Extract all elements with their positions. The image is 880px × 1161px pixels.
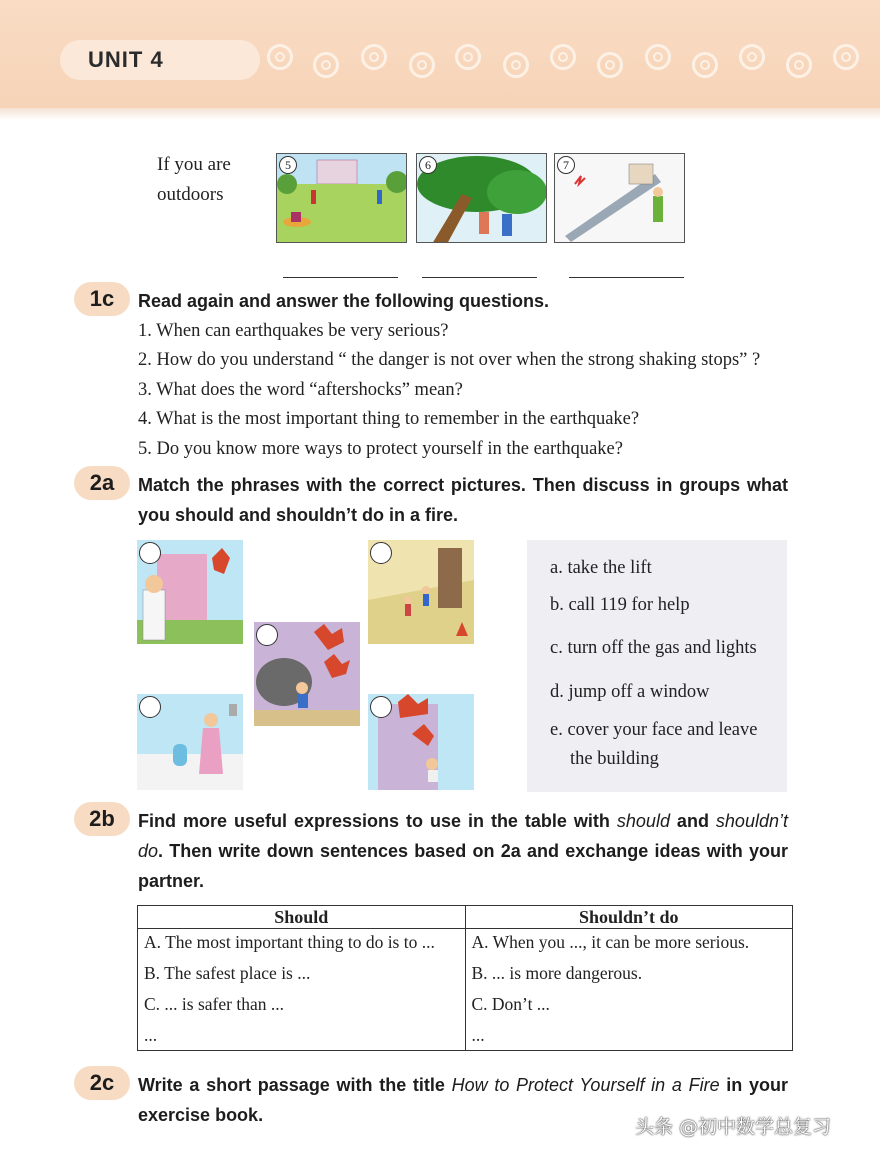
table-header-row — [138, 906, 793, 929]
picture-circle[interactable] — [139, 696, 161, 718]
section-badge-1c: 1c — [74, 282, 130, 316]
picture-circle[interactable] — [370, 542, 392, 564]
instruction-2b-part2: . Then write down sentences based on 2a and exchange ideas with your partner. — [138, 841, 788, 891]
answer-blank[interactable] — [569, 277, 684, 278]
column-header-should: Should — [138, 906, 466, 929]
picture-falling-tree — [416, 153, 547, 243]
table-row — [138, 929, 793, 961]
answer-blank[interactable] — [422, 277, 537, 278]
fire-picture-stairs — [368, 540, 474, 644]
outdoors-label — [157, 150, 267, 210]
picture-number: 5 — [279, 156, 297, 174]
ring-ornament — [361, 44, 387, 70]
ring-ornament — [645, 44, 671, 70]
fire-picture-gas — [137, 694, 243, 790]
table-cell: ... — [465, 1022, 793, 1051]
picture-circle[interactable] — [370, 696, 392, 718]
instruction-2a: Match the phrases with the correct pictures. Then discuss in groups what you should and shouldn’t do in a fire. — [138, 475, 788, 525]
question-5: 5. Do you know more ways to protect yourself in the earthquake? — [138, 439, 623, 459]
instruction-2b — [138, 806, 788, 896]
picture-number: 7 — [557, 156, 575, 174]
section-badge-2b: 2b — [74, 802, 130, 836]
picture-schoolyard — [276, 153, 407, 243]
instruction-2b-part1: Find more useful expressions to use in the table with — [138, 811, 617, 831]
should-table — [137, 905, 793, 1051]
watermark-text: 头条 @初中数学总复习 — [635, 1116, 832, 1138]
instruction-2c-part1: Write a short passage with the title — [138, 1075, 452, 1095]
question-4: 4. What is the most important thing to remember in the earthquake? — [138, 409, 640, 429]
phrase-c: c. turn off the gas and lights — [550, 638, 757, 658]
picture-falling-pole — [554, 153, 685, 243]
section-badge-2c: 2c — [74, 1066, 130, 1100]
table-row — [138, 1022, 793, 1051]
ring-ornament — [692, 52, 718, 78]
picture-circle[interactable] — [256, 624, 278, 646]
header-divider — [0, 108, 880, 120]
outdoors-label-line1: If you are — [157, 154, 231, 175]
ring-ornament — [313, 52, 339, 78]
table-row — [138, 960, 793, 991]
phrase-a: a. take the lift — [550, 558, 652, 578]
ring-ornament — [786, 52, 812, 78]
instruction-2c-title: How to Protect Yourself in a Fire — [451, 1075, 720, 1095]
section-badge-2a: 2a — [74, 466, 130, 500]
ring-ornament — [455, 44, 481, 70]
question-3: 3. What does the word “aftershocks” mean? — [138, 380, 463, 400]
instruction-2b-should: should — [616, 811, 670, 831]
phrase-e-continued: the building — [570, 749, 659, 769]
unit-title: UNIT 4 — [88, 47, 164, 72]
phrase-e: e. cover your face and leave — [550, 720, 758, 740]
table-cell: B. ... is more dangerous. — [465, 960, 793, 991]
instruction-2c-part2: in your exercise book. — [138, 1075, 788, 1125]
picture-circle[interactable] — [139, 542, 161, 564]
table-cell: B. The safest place is ... — [138, 960, 466, 991]
phrase-b: b. call 119 for help — [550, 595, 690, 615]
answer-blank[interactable] — [283, 277, 398, 278]
fire-picture-smoke — [254, 622, 360, 726]
ring-ornament — [267, 44, 293, 70]
ring-ornament — [597, 52, 623, 78]
table-cell: ... — [138, 1022, 466, 1051]
instruction-1c: Read again and answer the following questions. — [138, 291, 550, 311]
ring-ornament — [409, 52, 435, 78]
ring-ornament — [503, 52, 529, 78]
column-header-shouldnt: Shouldn’t do — [465, 906, 793, 929]
table-row — [138, 991, 793, 1022]
ring-ornament — [833, 44, 859, 70]
ring-ornament — [739, 44, 765, 70]
instruction-2b-shouldnt: shouldn’t do — [138, 811, 788, 861]
fire-picture-phone — [137, 540, 243, 644]
instruction-2b-and: and — [669, 811, 716, 831]
fire-picture-window — [368, 694, 474, 790]
table-cell: C. ... is safer than ... — [138, 991, 466, 1022]
ring-ornament — [550, 44, 576, 70]
table-cell: A. When you ..., it can be more serious. — [465, 929, 793, 961]
phrase-d: d. jump off a window — [550, 682, 710, 702]
outdoors-label-line2: outdoors — [157, 184, 224, 205]
picture-number: 6 — [419, 156, 437, 174]
table-cell: A. The most important thing to do is to ... — [138, 929, 466, 961]
table-cell: C. Don’t ... — [465, 991, 793, 1022]
question-2: 2. How do you understand “ the danger is not over when the strong shaking stops” ? — [138, 350, 761, 370]
question-1: 1. When can earthquakes be very serious? — [138, 321, 449, 341]
